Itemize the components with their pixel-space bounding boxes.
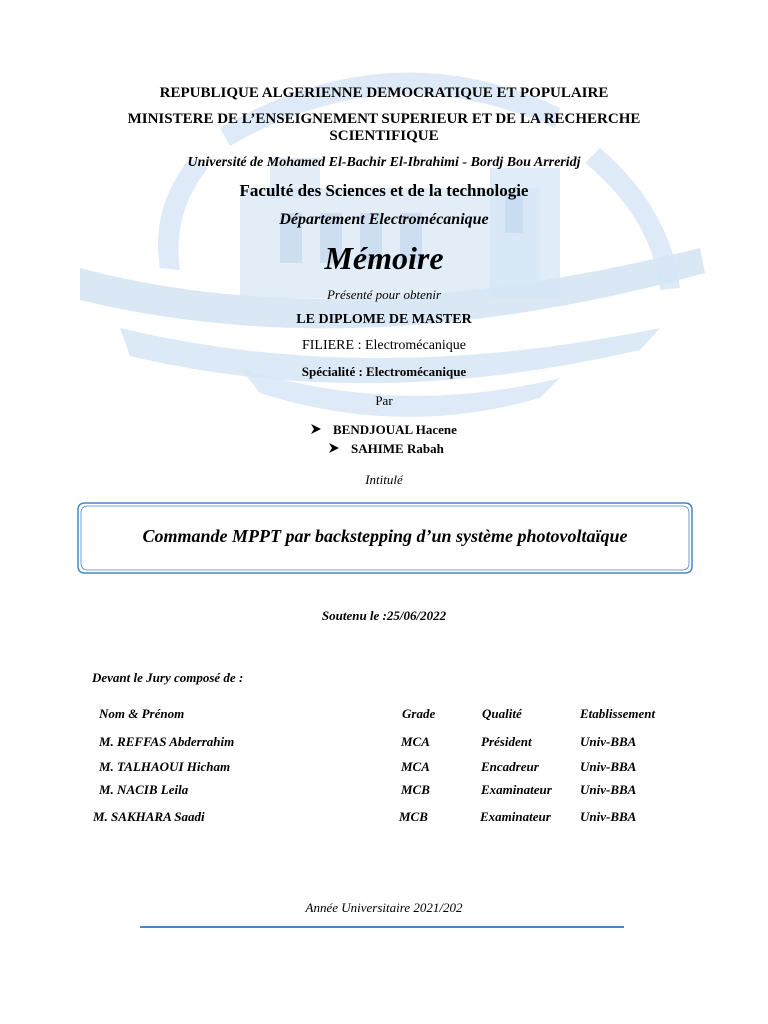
- arrowhead-bullet-icon: [311, 422, 321, 438]
- jury-member-quality: Encadreur: [481, 759, 539, 774]
- jury-member-institution: Univ-BBA: [580, 809, 637, 824]
- jury-member-name: M. TALHAOUI Hicham: [99, 759, 231, 774]
- title-label: Intitulé: [365, 472, 403, 487]
- jury-member-quality: Examinateur: [480, 809, 551, 824]
- jury-member-grade: MCB: [399, 809, 428, 824]
- diploma-label: LE DIPLOME DE MASTER: [296, 312, 472, 327]
- arrowhead-bullet-icon: [329, 441, 339, 457]
- university-name: Université de Mohamed El-Bachir El-Ibrahimi - Bordj Bou Arreridj: [187, 155, 581, 170]
- defense-date: Soutenu le :25/06/2022: [321, 608, 447, 623]
- presented-for-label: Présenté pour obtenir: [326, 287, 442, 302]
- field-label: FILIERE : Electromécanique: [301, 338, 467, 353]
- jury-member-institution: Univ-BBA: [580, 782, 637, 797]
- jury-member-grade: MCB: [401, 782, 430, 797]
- jury-member-institution: Univ-BBA: [580, 734, 637, 749]
- department-name: Département Electromécanique: [279, 211, 489, 228]
- jury-intro: Devant le Jury composé de :: [92, 670, 244, 685]
- specialty-label: Spécialité : Electromécanique: [301, 364, 467, 379]
- ministry-heading-line2: SCIENTIFIQUE: [329, 128, 439, 144]
- jury-header-grade: Grade: [402, 706, 436, 721]
- jury-member-grade: MCA: [401, 759, 430, 774]
- by-label: Par: [375, 393, 393, 408]
- jury-member-quality: Président: [481, 734, 532, 749]
- ministry-heading-line1: MINISTERE DE L’ENSEIGNEMENT SUPERIEUR ET DE LA RECHERCHE: [127, 111, 641, 127]
- jury-header-name: Nom & Prénom: [99, 706, 185, 721]
- jury-member-name: M. REFFAS Abderrahim: [99, 734, 235, 749]
- jury-header-institution: Etablissement: [580, 706, 656, 721]
- thesis-title-frame: [77, 502, 693, 574]
- footer-divider: [140, 926, 624, 928]
- jury-member-grade: MCA: [401, 734, 430, 749]
- thesis-title: Commande MPPT par backstepping d’un système photovoltaïque: [142, 526, 628, 546]
- author-item: [329, 441, 444, 457]
- jury-member-quality: Examinateur: [481, 782, 552, 797]
- author-name: SAHIME Rabah: [351, 441, 444, 456]
- academic-year: Année Universitaire 2021/202: [305, 900, 463, 915]
- jury-member-name: M. SAKHARA Saadi: [93, 809, 205, 824]
- document-type-title: Mémoire: [324, 240, 444, 276]
- jury-member-name: M. NACIB Leila: [99, 782, 189, 797]
- jury-member-institution: Univ-BBA: [580, 759, 637, 774]
- faculty-name: Faculté des Sciences et de la technologie: [239, 181, 529, 200]
- author-name: BENDJOUAL Hacene: [333, 422, 457, 437]
- author-item: [311, 422, 457, 438]
- republic-heading: REPUBLIQUE ALGERIENNE DEMOCRATIQUE ET POPULAIRE: [159, 85, 609, 101]
- jury-header-quality: Qualité: [482, 706, 522, 721]
